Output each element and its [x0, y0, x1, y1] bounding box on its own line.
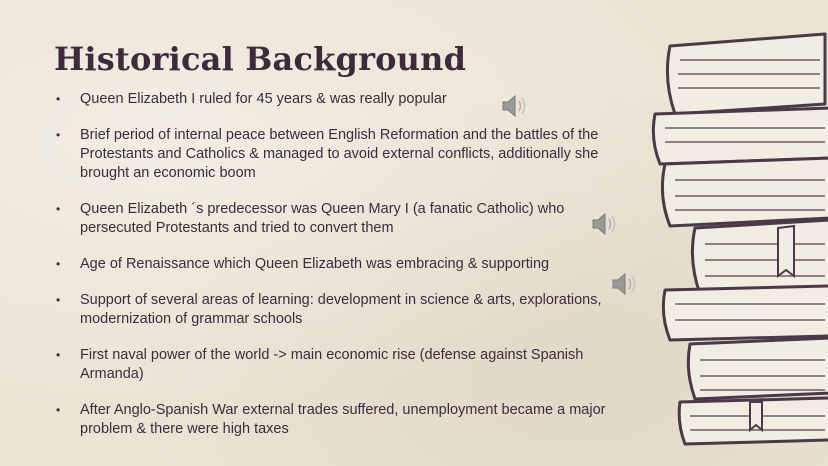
bullet-item	[54, 401, 614, 439]
bullet-text: Age of Renaissance which Queen Elizabeth was embracing & supporting	[80, 256, 550, 272]
bullet-text: After Anglo-Spanish War external trades suffered, unemployment became a major problem & there were high taxes	[80, 402, 606, 437]
slide-title: Historical Background	[54, 40, 467, 78]
bullet-item	[54, 255, 614, 274]
bullet-marker: •	[56, 403, 61, 417]
bullet-marker: •	[56, 92, 61, 106]
bullet-text: First naval power of the world -> main economic rise (defense against Spanish Armanda)	[80, 347, 584, 382]
bullet-text: Queen Elizabeth I ruled for 45 years & was really popular	[80, 91, 447, 107]
bullet-list	[54, 90, 614, 456]
bullet-item	[54, 346, 614, 384]
bullet-text: Brief period of internal peace between English Reformation and the battles of the Protestants and Catholics & managed to avoid external conflicts, additionally she brought an economic boom	[80, 127, 599, 181]
bullet-marker: •	[56, 128, 61, 142]
bullet-marker: •	[56, 202, 61, 216]
bullet-item	[54, 126, 614, 183]
bullet-item	[54, 291, 614, 329]
speaker-icon[interactable]	[610, 271, 640, 297]
bullet-item	[54, 200, 614, 238]
bullet-item	[54, 90, 614, 109]
bullet-text: Queen Elizabeth ´s predecessor was Queen Mary I (a fanatic Catholic) who persecuted Protestants and tried to convert them	[80, 201, 565, 236]
bullet-marker: •	[56, 293, 61, 307]
bullet-marker: •	[56, 348, 61, 362]
speaker-icon[interactable]	[500, 93, 530, 119]
bullet-text: Support of several areas of learning: development in science & arts, explorations, modernization of grammar schools	[80, 292, 602, 327]
speaker-icon[interactable]	[590, 211, 620, 237]
bullet-marker: •	[56, 257, 61, 271]
book-stack-illustration	[640, 18, 828, 448]
